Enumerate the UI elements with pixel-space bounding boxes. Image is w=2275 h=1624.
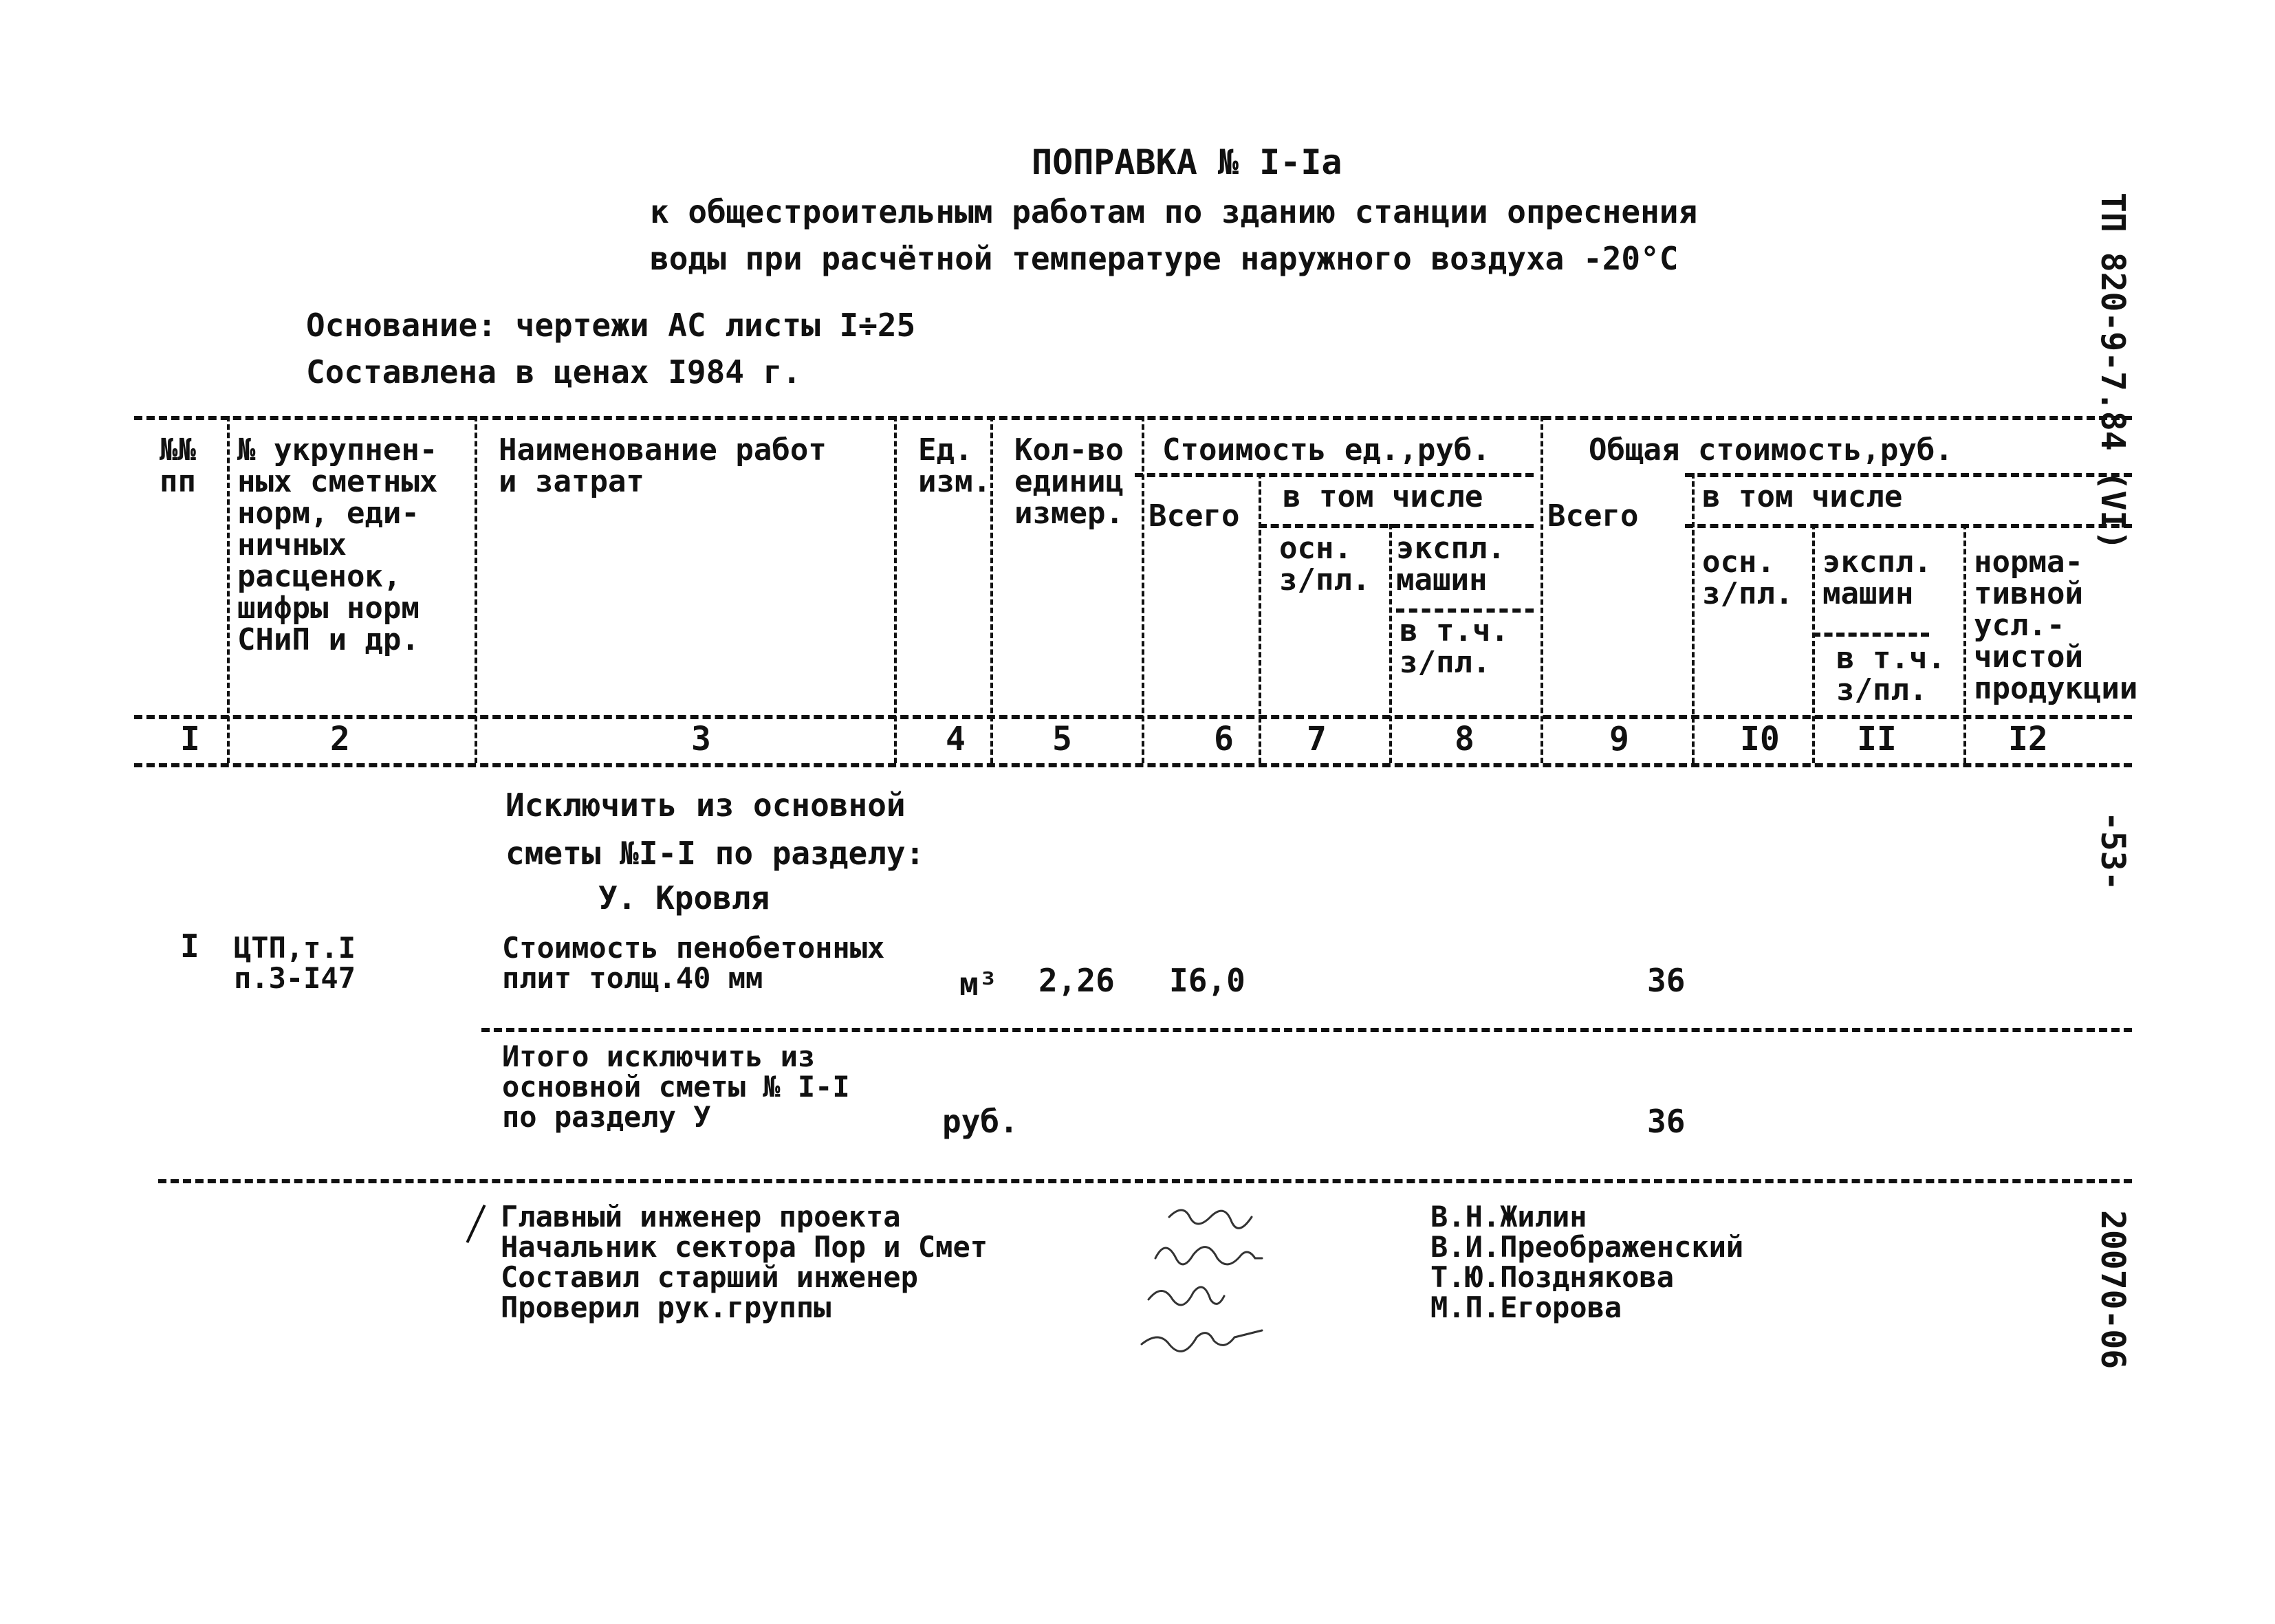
header-col5: Кол-во единиц измер. xyxy=(1014,432,1124,531)
header-vtch-total: в т.ч. з/пл. xyxy=(1836,641,1946,707)
section-heading: У. Кровля xyxy=(598,879,770,917)
subheader-rule-4 xyxy=(1685,524,2132,528)
header-norm: норма- тивной усл.- чистой продукции xyxy=(1974,545,2138,706)
vrule-10 xyxy=(1812,524,1815,763)
itogo-unit: руб. xyxy=(942,1103,1019,1140)
name-zhilin: В.Н.Жилин xyxy=(1430,1200,1587,1233)
row-name: Стоимость пенобетонных плит толщ.40 мм xyxy=(502,931,885,995)
vrule-6 xyxy=(1259,473,1261,763)
doc-subtitle-2: воды при расчётной температуре наружного воздуха -20°С xyxy=(650,240,1679,277)
colnum-7: 7 xyxy=(1307,720,1327,758)
signature-roles xyxy=(501,1202,988,1323)
colnum-5: 5 xyxy=(1052,720,1072,758)
header-col3: Наименование работ и затрат xyxy=(499,432,827,499)
colnum-2: 2 xyxy=(330,720,350,758)
vrule-9 xyxy=(1692,473,1695,763)
itogo-total: 36 xyxy=(1647,1103,1686,1140)
name-preobrazhensky: В.И.Преображенский xyxy=(1430,1230,1744,1264)
header-osn-zpl-total: осн. з/пл. xyxy=(1702,545,1794,611)
colnum-6: 6 xyxy=(1214,720,1234,758)
header-v-tom-chisle-total: в том числе xyxy=(1702,479,1903,514)
vrule-7 xyxy=(1389,524,1392,763)
name-pozdnyakova: Т.Ю.Позднякова xyxy=(1430,1260,1675,1294)
colnum-10: I0 xyxy=(1740,720,1780,758)
side-inventory: 20070-06 xyxy=(2093,1210,2132,1370)
vrule-1 xyxy=(227,416,230,763)
header-col1: №№ пп xyxy=(160,432,196,499)
row-total-cost: 36 xyxy=(1647,962,1686,999)
colnum-3: 3 xyxy=(691,720,711,758)
subheader-rule-5 xyxy=(1396,608,1534,613)
side-code: ТП 820-9-7.84 (VI) xyxy=(2093,193,2132,551)
row-number: I xyxy=(180,928,199,965)
subheader-rule-1 xyxy=(1135,473,1534,477)
prices-line: Составлена в ценах I984 г. xyxy=(306,353,802,391)
doc-title: ПОПРАВКА № I-Iа xyxy=(1032,142,1342,182)
colnum-8: 8 xyxy=(1455,720,1474,758)
section-line-1: Исключить из основной xyxy=(505,787,906,824)
subheader-rule-3 xyxy=(1259,524,1534,528)
signature-slash xyxy=(466,1205,486,1243)
header-vsego-unit: Всего xyxy=(1149,498,1240,534)
row-quantity: 2,26 xyxy=(1038,962,1115,999)
colnum-9: 9 xyxy=(1609,720,1629,758)
header-ekspl-unit: экспл. машин xyxy=(1396,531,1505,597)
header-bottom-rule xyxy=(134,715,2132,719)
header-col2: № укрупнен- ных сметных норм, еди- ничных расценок, шифры норм СНиП и др. xyxy=(237,432,438,657)
header-vtch-unit: в т.ч. з/пл. xyxy=(1400,613,1509,680)
subheader-rule-2 xyxy=(1685,473,2132,477)
header-v-tom-chisle-unit: в том числе xyxy=(1283,479,1483,514)
row-bottom-rule xyxy=(481,1028,2132,1032)
role-checked-by: Проверил рук.группы xyxy=(501,1291,831,1324)
doc-subtitle-1: к общестроительным работам по зданию станции опреснения xyxy=(650,193,1698,230)
basis-line: Основание: чертежи АС листы I÷25 xyxy=(306,307,916,344)
row-unit-cost: I6,0 xyxy=(1169,962,1245,999)
header-cost-unit: Стоимость ед.,руб. xyxy=(1162,432,1490,468)
handwritten-signatures xyxy=(1128,1196,1362,1389)
row-code: ЦТП,т.I п.3-I47 xyxy=(234,931,356,995)
name-egorova: М.П.Егорова xyxy=(1430,1291,1622,1324)
itogo-bottom-rule xyxy=(158,1179,2132,1183)
header-osn-zpl-unit: осн. з/пл. xyxy=(1279,531,1371,597)
page-number: -53- xyxy=(2093,811,2132,891)
vrule-8 xyxy=(1541,416,1543,763)
itogo-label: Итого исключить из основной сметы № I-I по разделу У xyxy=(502,1040,850,1134)
header-col4: Ед. изм. xyxy=(918,432,991,499)
role-compiled-by: Составил старший инженер xyxy=(501,1260,918,1294)
header-vsego-total: Всего xyxy=(1547,498,1639,534)
colnum-bottom-rule xyxy=(134,763,2132,767)
header-total-cost: Общая стоимость,руб. xyxy=(1589,432,1953,468)
colnum-1: I xyxy=(180,720,200,758)
subheader-rule-6 xyxy=(1812,633,1929,637)
colnum-12: I2 xyxy=(2008,720,2048,758)
signature-names xyxy=(1430,1202,1743,1323)
role-head-sector: Начальник сектора Пор и Смет xyxy=(501,1230,988,1264)
colnum-4: 4 xyxy=(946,720,966,758)
row-unit: м³ xyxy=(959,965,998,1002)
section-line-2: сметы №I-I по разделу: xyxy=(505,835,925,872)
colnum-11: II xyxy=(1857,720,1897,758)
header-ekspl-total: экспл. машин xyxy=(1822,545,1932,611)
vrule-2 xyxy=(475,416,477,763)
vrule-3 xyxy=(894,416,897,763)
table-top-rule xyxy=(134,416,2132,420)
role-chief-engineer: Главный инженер проекта xyxy=(501,1200,901,1233)
vrule-5 xyxy=(1142,416,1144,763)
vrule-11 xyxy=(1963,524,1966,763)
